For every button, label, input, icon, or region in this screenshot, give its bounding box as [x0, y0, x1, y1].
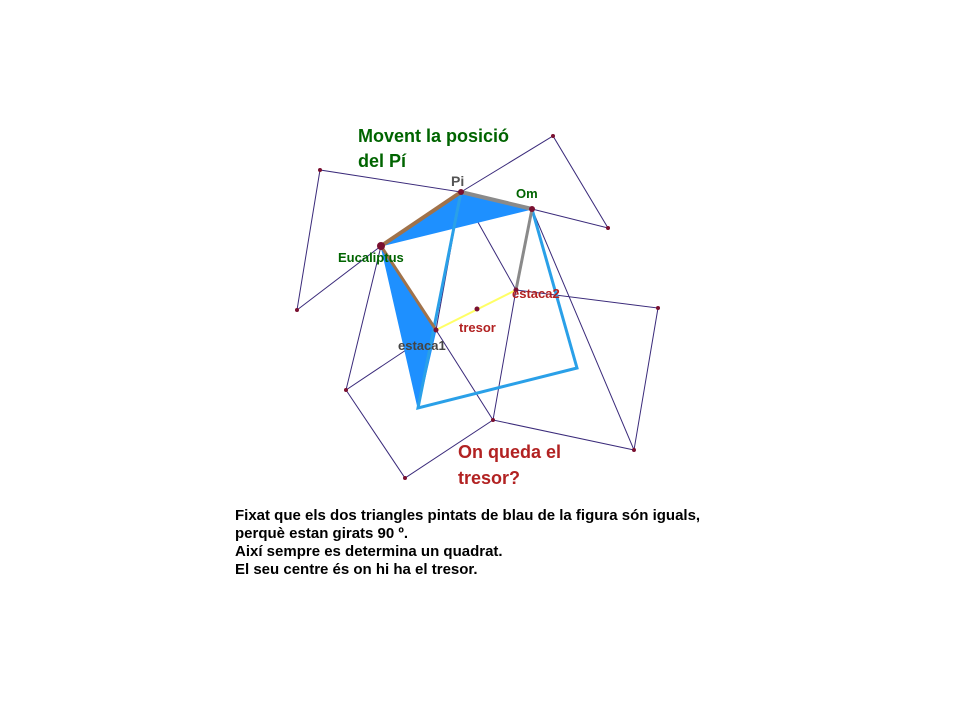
- label-estaca2: estaca2: [512, 286, 560, 301]
- corner-point: [656, 306, 660, 310]
- points: [295, 134, 660, 480]
- question-line1: On queda el: [458, 442, 562, 462]
- caption-line-3: Així sempre es determina un quadrat.: [235, 543, 503, 560]
- corner-point: [491, 418, 495, 422]
- square-pi-eucaliptus: [297, 170, 461, 310]
- point-pi[interactable]: [458, 189, 464, 195]
- square-om-estaca2: [516, 209, 658, 450]
- point-om[interactable]: [529, 206, 535, 212]
- blue-triangle-left: [381, 246, 436, 408]
- corner-point: [295, 308, 299, 312]
- title-line1: Movent la posició: [358, 126, 510, 146]
- point-eucaliptus[interactable]: [377, 242, 385, 250]
- corner-point: [344, 388, 348, 392]
- corner-point: [318, 168, 322, 172]
- label-om: Om: [516, 186, 538, 201]
- explanation-caption: [235, 507, 795, 579]
- corner-point: [403, 476, 407, 480]
- label-pi: Pi: [451, 173, 465, 189]
- label-eucaliptus: Eucaliptus: [338, 250, 404, 265]
- corner-point: [551, 134, 555, 138]
- point-tresor: [475, 307, 480, 312]
- caption-line-2: perquè estan girats 90 º.: [235, 525, 409, 542]
- point-estaca1: [434, 328, 439, 333]
- segment-om-estaca2: [516, 209, 532, 290]
- title-line2: del Pí: [358, 151, 407, 171]
- corner-point: [632, 448, 636, 452]
- label-estaca1: estaca1: [398, 338, 446, 353]
- corner-point: [606, 226, 610, 230]
- caption-line-1: Fixat que els dos triangles pintats de blau de la figura són iguals,: [235, 507, 701, 524]
- caption-line-4: El seu centre és on hi ha el tresor.: [235, 561, 478, 578]
- label-tresor: tresor: [459, 320, 496, 335]
- question-line2: tresor?: [458, 468, 521, 488]
